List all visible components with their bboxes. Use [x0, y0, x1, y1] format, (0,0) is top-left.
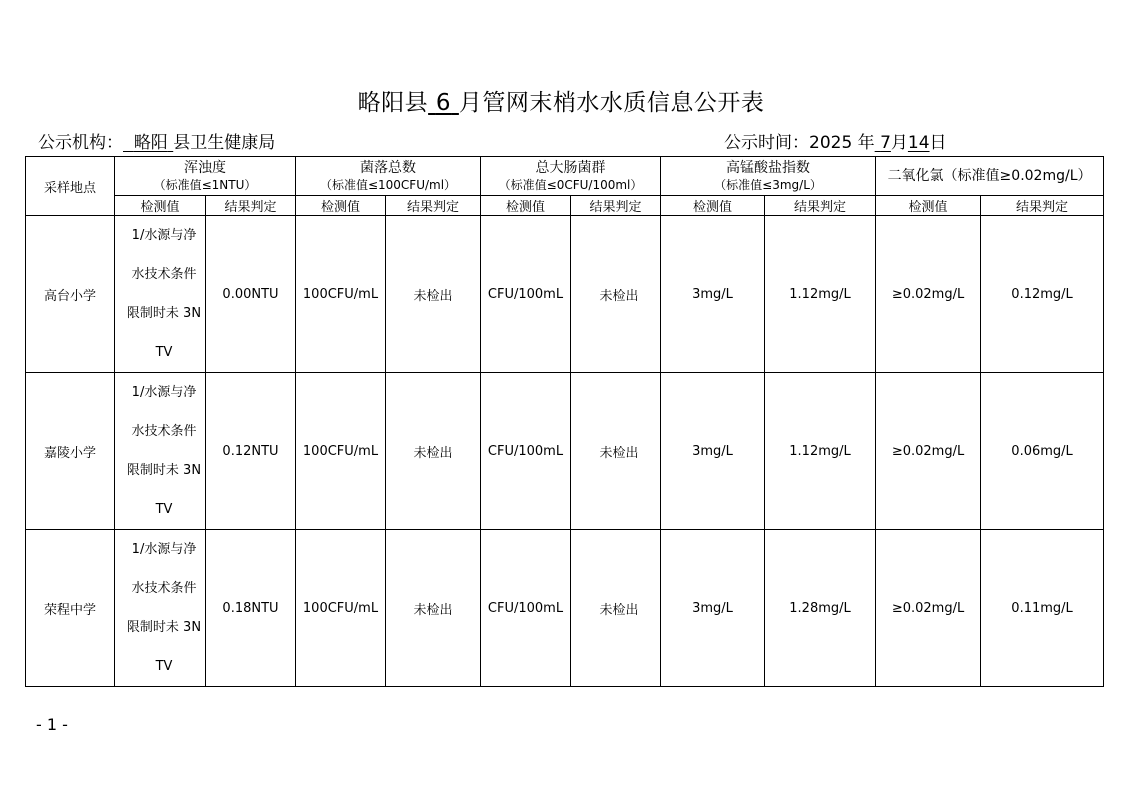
colony-result: 未检出	[386, 530, 481, 687]
permanganate-value: 3mg/L	[661, 216, 765, 373]
sub-header: 检测值	[481, 196, 571, 216]
group-name: 二氧化氯（标准值≥0.02mg/L）	[887, 167, 1092, 184]
sub-header: 结果判定	[206, 196, 296, 216]
page-number: - 1 -	[36, 715, 68, 734]
sub-header: 检测值	[115, 196, 206, 216]
chlorine-dioxide-value: ≥0.02mg/L	[876, 216, 981, 373]
location-header: 采样地点	[26, 157, 115, 216]
sub-header: 结果判定	[765, 196, 876, 216]
date-day-unit: 日	[929, 133, 947, 153]
date-year: 2025	[809, 133, 853, 153]
group-name: 总大肠菌群	[535, 159, 606, 176]
agency-name: 略阳	[133, 133, 168, 153]
colony-value: 100CFU/mL	[296, 216, 386, 373]
group-standard: （标准值≤3mg/L）	[714, 177, 822, 192]
title-suffix: 月管网末梢水水质信息公开表	[458, 90, 765, 116]
turbidity-value: 0.12NTU	[206, 373, 296, 530]
turbidity-standard-note: 1/水源与净 水技术条件 限制时未 3N TV	[115, 530, 206, 687]
coliform-value: CFU/100mL	[481, 373, 571, 530]
date-month-unit: 月	[890, 133, 908, 153]
header-row-subcolumns	[26, 196, 1104, 216]
sample-location: 高台小学	[26, 216, 115, 373]
sub-header: 检测值	[876, 196, 981, 216]
turbidity-standard-note: 1/水源与净 水技术条件 限制时未 3N TV	[115, 216, 206, 373]
agency-suffix: 县卫生健康局	[173, 133, 276, 153]
permanganate-result: 1.28mg/L	[765, 530, 876, 687]
permanganate-result: 1.12mg/L	[765, 373, 876, 530]
date-label: 公示时间：	[724, 133, 809, 153]
table-row	[26, 530, 1104, 687]
group-header-coliform	[481, 157, 661, 196]
publish-date	[724, 128, 947, 153]
agency-label: 公示机构：	[38, 133, 123, 153]
date-day: 14	[907, 133, 930, 153]
coliform-value: CFU/100mL	[481, 216, 571, 373]
colony-value: 100CFU/mL	[296, 373, 386, 530]
header-row-groups	[26, 157, 1104, 196]
permanganate-value: 3mg/L	[661, 373, 765, 530]
chlorine-dioxide-result: 0.11mg/L	[981, 530, 1104, 687]
group-header-chlorine-dioxide	[876, 157, 1104, 196]
group-standard: （标准值≤100CFU/ml）	[319, 177, 457, 192]
group-header-colony-count	[296, 157, 481, 196]
coliform-result: 未检出	[571, 373, 661, 530]
sub-header: 结果判定	[386, 196, 481, 216]
turbidity-value: 0.00NTU	[206, 216, 296, 373]
sub-header: 检测值	[661, 196, 765, 216]
group-name: 浑浊度	[184, 159, 226, 176]
sample-location: 嘉陵小学	[26, 373, 115, 530]
permanganate-result: 1.12mg/L	[765, 216, 876, 373]
publishing-agency	[38, 128, 275, 153]
sub-header: 结果判定	[571, 196, 661, 216]
permanganate-value: 3mg/L	[661, 530, 765, 687]
coliform-result: 未检出	[571, 530, 661, 687]
colony-result: 未检出	[386, 216, 481, 373]
sample-location: 荣程中学	[26, 530, 115, 687]
date-year-unit: 年	[857, 133, 875, 153]
sub-header: 检测值	[296, 196, 386, 216]
colony-result: 未检出	[386, 373, 481, 530]
sub-header: 结果判定	[981, 196, 1104, 216]
chlorine-dioxide-value: ≥0.02mg/L	[876, 530, 981, 687]
group-header-permanganate	[661, 157, 876, 196]
date-month: 7	[880, 133, 891, 153]
table-row	[26, 373, 1104, 530]
coliform-value: CFU/100mL	[481, 530, 571, 687]
group-standard: （标准值≤1NTU）	[153, 177, 257, 192]
turbidity-value: 0.18NTU	[206, 530, 296, 687]
chlorine-dioxide-result: 0.12mg/L	[981, 216, 1104, 373]
group-header-turbidity	[115, 157, 296, 196]
title-month: 6	[435, 90, 452, 116]
group-name: 菌落总数	[360, 159, 416, 176]
colony-value: 100CFU/mL	[296, 530, 386, 687]
table-row	[26, 216, 1104, 373]
document-title	[0, 84, 1122, 117]
turbidity-standard-note: 1/水源与净 水技术条件 限制时未 3N TV	[115, 373, 206, 530]
group-name: 高锰酸盐指数	[726, 159, 811, 176]
group-standard: （标准值≤0CFU/100ml）	[498, 177, 643, 192]
chlorine-dioxide-result: 0.06mg/L	[981, 373, 1104, 530]
title-prefix: 略阳县	[357, 90, 429, 116]
chlorine-dioxide-value: ≥0.02mg/L	[876, 373, 981, 530]
coliform-result: 未检出	[571, 216, 661, 373]
water-quality-table	[25, 156, 1104, 687]
